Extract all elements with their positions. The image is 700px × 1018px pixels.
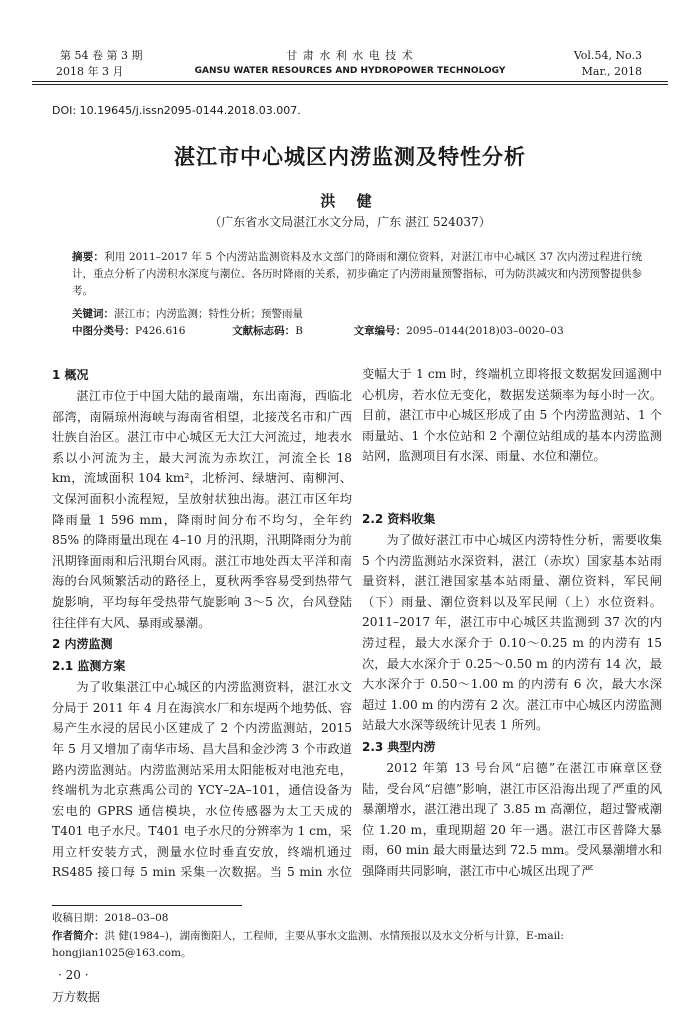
header-rule-2 xyxy=(32,84,668,85)
journal-name-en: GANSU WATER RESOURCES AND HYDROPOWER TECHNOLOGY xyxy=(194,66,506,76)
section-2-1-heading: 2.1 监测方案 xyxy=(52,659,126,674)
doc-code-value: B xyxy=(295,325,303,337)
doc-code-label: 文献标志码： xyxy=(232,325,296,337)
keywords-label: 关键词： xyxy=(72,308,114,320)
abstract-text: 利用 2011–2017 年 5 个内涝站监测资料及水文部门的降雨和潮位资料，对湛江市中心城区 37 次内涝过程进行统计，重点分析了内涝积水深度与潮位、各历时降雨的关系，初步确定了内涝雨量预警指标，可为防洪减灾和内涝预警提供参考。 xyxy=(72,251,643,297)
author: 洪 健 xyxy=(320,192,380,210)
section-2-heading: 2 内涝监测 xyxy=(52,637,113,652)
doi: DOI: 10.19645/j.issn2095-0144.2018.03.007. xyxy=(52,104,301,117)
paper-title: 湛江市中心城区内涝监测及特性分析 xyxy=(174,145,526,169)
section-2-1-continued-text-span: 变幅大于 1 cm 时，终端机立即将报文数据发回遥测中心机房，若水位无变化，数据发送频率为每小时一次。目前，湛江市中心城区形成了由 5 个内涝监测站、1 个雨量站、1 个水位站和 2 个潮位站组成的基本内涝监测站网，监测项目有水深、雨量、水位和潮位。 xyxy=(362,366,662,464)
section-2-3-paragraph: 2012 年第 13 号台风“启德”在湛江市麻章区登陆，受台风“启德”影响，湛江市区沿海出现了严重的风暴潮增水，湛江港出现了 3.85 m 高潮位，超过警戒潮位 1.20 m，重现期超 20 年一遇。湛江市区普降大暴雨，60 min 最大雨量达到 72.5 mm。受风暴潮增水和强降雨共同影响，湛江市中心城区出现了严 xyxy=(362,760,662,878)
section-1-paragraph: 湛江市位于中国大陆的最南端，东出南海，西临北部湾，南隔琼州海峡与海南省相望，北接茂名市和广西壮族自治区。湛江市中心城区无大江大河流过，地表水系以小河流为主，最大河流为赤坎江，河流全长 18 km，流域面积 104 km²，北桥河、绿塘河、南柳河、文保河面积小流程短，呈放射状独出海。湛江市区年均降雨量 1 596 mm，降雨时间分布不均匀，全年约 85% 的降雨量出现在 4–10 月的汛期，汛期降雨分为前汛期锋面雨和后汛期台风雨。湛江市地处西太平洋和南海的台风频繁活动的路径上，夏秋两季容易受到热带气旋影响，平均每年受热带气旋影响 3～5 次，台风登陆往往伴有大风、暴雨或暴潮。 xyxy=(52,389,352,630)
classification-line xyxy=(72,323,642,339)
section-2-2-heading: 2.2 资料收集 xyxy=(362,512,436,526)
author-bio-label: 作者简介： xyxy=(52,930,105,942)
header-date: 2018 年 3 月 xyxy=(56,65,124,78)
affiliation: （广东省水文局湛江水文分局，广东 湛江 524037） xyxy=(209,215,491,229)
section-2-3-heading: 2.3 典型内涝 xyxy=(362,739,436,754)
section-2-1-paragraph: 为了收集湛江中心城区的内涝监测资料，湛江水文分局于 2011 年 4 月在海滨水厂和东堤两个地势低、容易产生水浸的居民小区建成了 2 个内涝监测站，2015 年 5 月又增加了南华市场、昌大昌和金沙湾 3 个市政道路内涝监测站。内涝监测站采用太阳能板对电池充电，终端机为北京燕禹公司的 YCY–2A–101，通信设备为宏电的 GPRS 通信模块，水位传感器为太工天成的 T401 电子水尺。T401 电子水尺的分辨率为 1 cm，采用立杆安装方式，测量水位时垂直安放，终端机通过 RS485 接口每 5 min 采集一次数据。当 5 min 水位 xyxy=(52,680,352,880)
keywords xyxy=(72,306,642,322)
section-2-1-continued-text xyxy=(362,364,662,467)
clc-label: 中图分类号： xyxy=(72,325,135,337)
header-issue: 第 54 卷 第 3 期 xyxy=(60,49,143,62)
right-column xyxy=(362,364,662,882)
abstract xyxy=(72,249,642,300)
article-number-label: 文章编号： xyxy=(353,325,407,337)
author-bio-text: 洪 健(1984–)，湖南衡阳人，工程师，主要从事水文监测、水情预报以及水文分析与计算，E-mail: hongjian1025@163.com。 xyxy=(52,930,564,959)
keywords-text: 湛江市；内涝监测；特性分析；预警雨量 xyxy=(114,308,303,320)
footnote-rule xyxy=(52,905,242,906)
received-date: 收稿日期：2018–03–08 xyxy=(52,912,169,924)
header-rule xyxy=(32,81,668,82)
header-volume: Vol.54, No.3 xyxy=(573,49,642,62)
section-2-2-paragraph: 为了做好湛江市中心城区内涝特性分析，需要收集 5 个内涝监测站水深资料，湛江（赤坎）国家基本站雨量资料，湛江港国家基本站雨量、潮位资料，军民闸（下）雨量、潮位资料以及军民闸（上）水位资料。2011–2017 年，湛江市中心城区共监测到 37 次的内涝过程，最大水深介于 0.10～0.25 m 的内涝有 15 次，最大水深介于 0.25～0.50 m 的内涝有 14 次，最大水深介于 0.50～1.00 m 的内涝有 6 次，最大水深超过 1.00 m 的内涝有 2 次。湛江市中心城区内涝监测站最大水深等级统计见表 1 所列。 xyxy=(362,533,662,733)
abstract-label: 摘要： xyxy=(72,251,105,263)
left-column xyxy=(52,364,352,883)
section-1-heading: 1 概况 xyxy=(52,368,89,382)
journal-name-cn: 甘 肃 水 利 水 电 技 术 xyxy=(286,49,414,62)
page-number: · 20 · xyxy=(58,968,89,982)
clc-value: P426.616 xyxy=(135,325,186,337)
section-2-1-continuation xyxy=(362,364,662,508)
article-number-value: 2095–0144(2018)03–0020–03 xyxy=(406,325,564,337)
wanfang-watermark: 万方数据 xyxy=(52,990,101,1004)
author-bio xyxy=(52,928,662,962)
header-month: Mar., 2018 xyxy=(581,65,642,78)
